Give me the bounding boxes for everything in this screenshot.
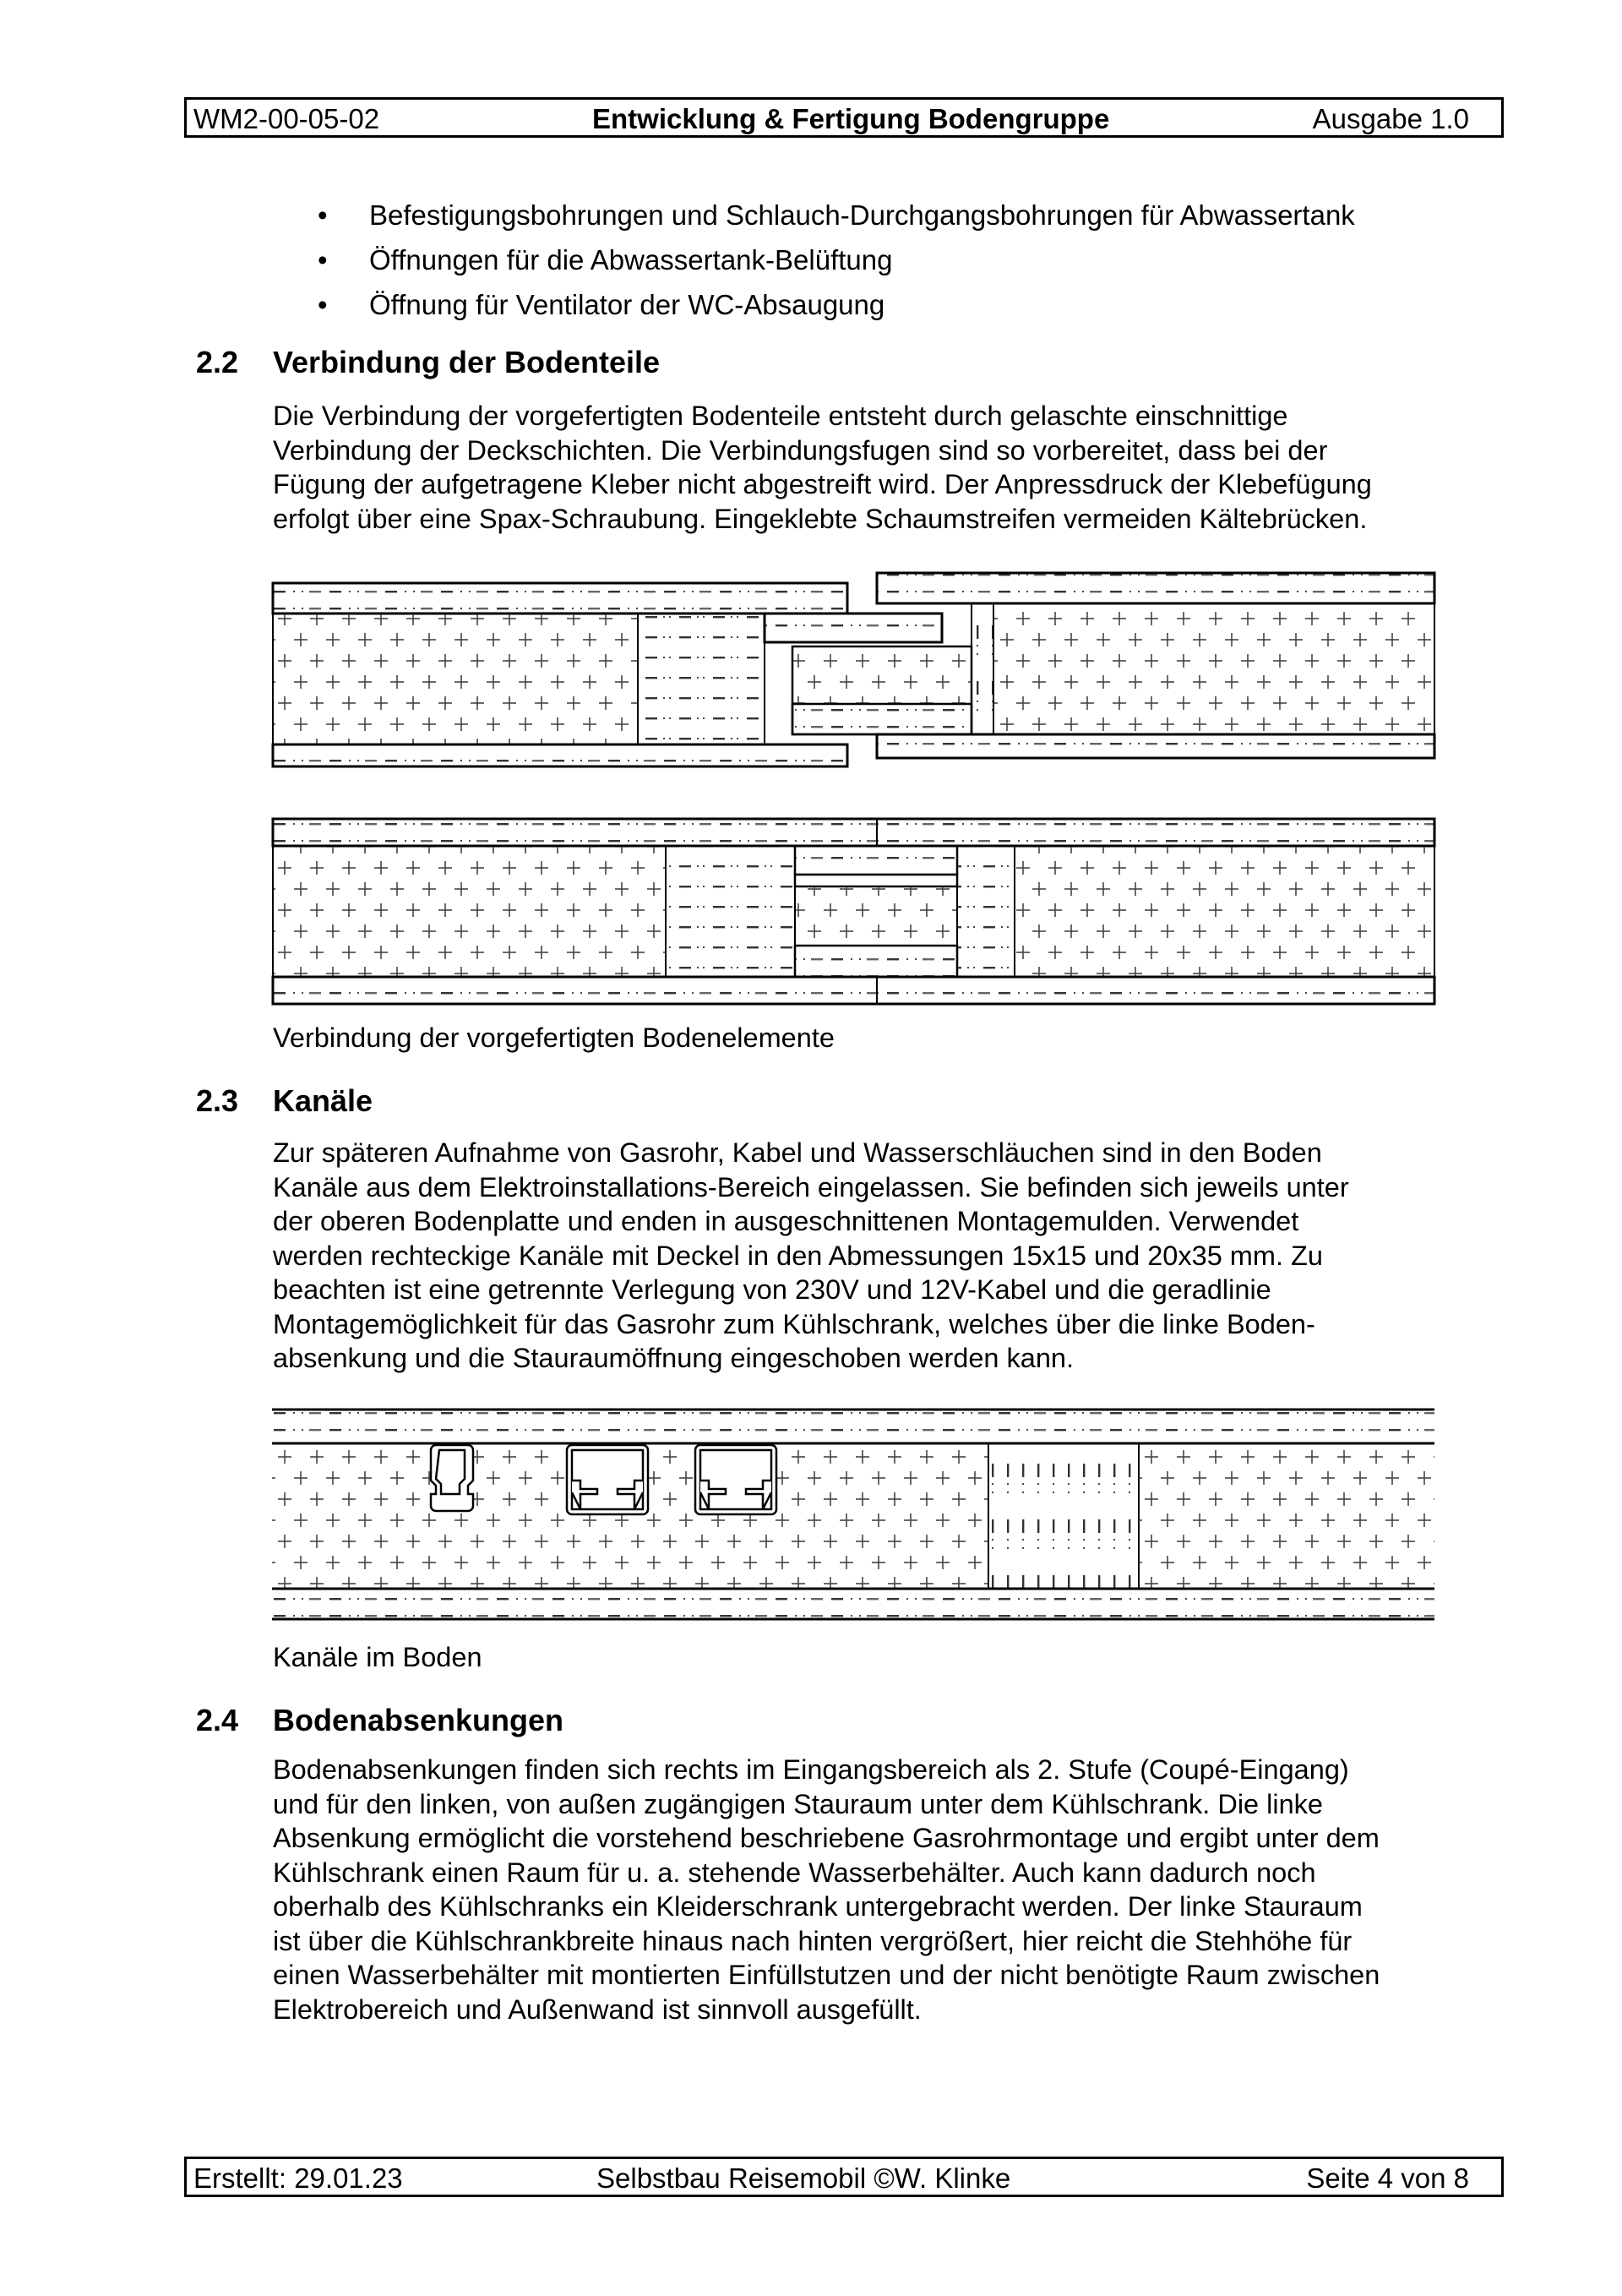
floor-joint-diagram-butt <box>270 815 1436 1014</box>
footer-copyright: Selbstbau Reisemobil ©W. Klinke <box>596 2162 1011 2194</box>
channel-20x35-icon <box>695 1445 776 1514</box>
bullet-icon: • <box>318 199 328 231</box>
figure-caption-channels: Kanäle im Boden <box>273 1642 482 1672</box>
page-header <box>184 97 1504 138</box>
document-edition: Ausgabe 1.0 <box>1312 103 1469 134</box>
floor-joint-diagram-lap <box>270 566 1436 769</box>
bullet-list <box>318 193 1355 327</box>
section-heading-2-3: 2.3 Kanäle <box>196 1083 373 1118</box>
bullet-icon: • <box>318 244 328 275</box>
section-2-4-paragraph: Bodenabsenkungen finden sich rechts im Eingangsbereich als 2. Stufe (Coupé-Eingang) und für den linken, von außen zugängigen Stauraum unter dem Kühlschrank. Die linke Absenkung ermöglicht die vorstehend beschriebene Gasrohrmontage und ergibt unter dem Kühlschrank einen Raum für u. a. stehende Wasserbehälter. Auch kann dadurch noch oberhalb des Kühlschranks ein Kleiderschrank untergebracht werden. Der linke Stauraum ist über die Kühlschrankbreite hinaus nach hinten vergrößert, hier reicht die Stehhöhe für einen Wasserbehälter mit montierten Einfüllstutzen und der nicht benötigte Raum zwischen Elektrobereich und Außenwand ist sinnvoll ausgefüllt. <box>273 1754 1380 2025</box>
document-id: WM2-00-05-02 <box>193 103 380 134</box>
bullet-item: • Öffnung für Ventilator der WC-Absaugung <box>318 282 1355 327</box>
bullet-item: • Befestigungsbohrungen und Schlauch-Durchgangsbohrungen für Abwassertank <box>318 193 1355 237</box>
section-2-3-paragraph: Zur späteren Aufnahme von Gasrohr, Kabel und Wasserschläuchen sind in den Boden Kanäle aus dem Elektroinstallations-Bereich eingelassen. Sie befinden sich jeweils unter der oberen Bodenplatte und enden in ausgeschnittenen Montagemulden. Verwendet werden rechteckige Kanäle mit Deckel in den Abmessungen 15x15 und 20x35 mm. Zu beachten ist eine getrennte Verlegung von 230V und 12V-Kabel und die geradlinie Montagemöglichkeit für das Gasrohr zum Kühlschrank, welches über die linke Boden- absenkung und die Stauraumöffnung eingeschoben werden kann. <box>273 1137 1349 1373</box>
channel-20x35-icon <box>567 1445 648 1514</box>
section-heading-2-4: 2.4 Bodenabsenkungen <box>196 1703 564 1737</box>
section-2-2-paragraph: Die Verbindung der vorgefertigten Bodenteile entsteht durch gelaschte einschnittige Verbindung der Deckschichten. Die Verbindungsfugen sind so vorbereitet, dass bei der Fügung der aufgetragene Kleber nicht abgestreift wird. Der Anpressdruck der Klebefügung erfolgt über eine Spax-Schraubung. Eingeklebte Schaumstreifen vermeiden Kältebrücken. <box>273 401 1372 534</box>
created-date: Erstellt: 29.01.23 <box>193 2162 403 2194</box>
page-footer <box>184 2157 1504 2197</box>
bullet-icon: • <box>318 289 328 320</box>
bullet-item: • Öffnungen für die Abwassertank-Belüftung <box>318 237 1355 282</box>
page-number: Seite 4 von 8 <box>1306 2162 1469 2194</box>
channel-15x15-icon <box>431 1445 473 1511</box>
figure-caption-joints: Verbindung der vorgefertigten Bodenelemente <box>273 1023 835 1053</box>
document-title: Entwicklung & Fertigung Bodengruppe <box>592 103 1110 134</box>
floor-channels-diagram <box>270 1404 1436 1624</box>
section-heading-2-2: 2.2 Verbindung der Bodenteile <box>196 345 661 379</box>
